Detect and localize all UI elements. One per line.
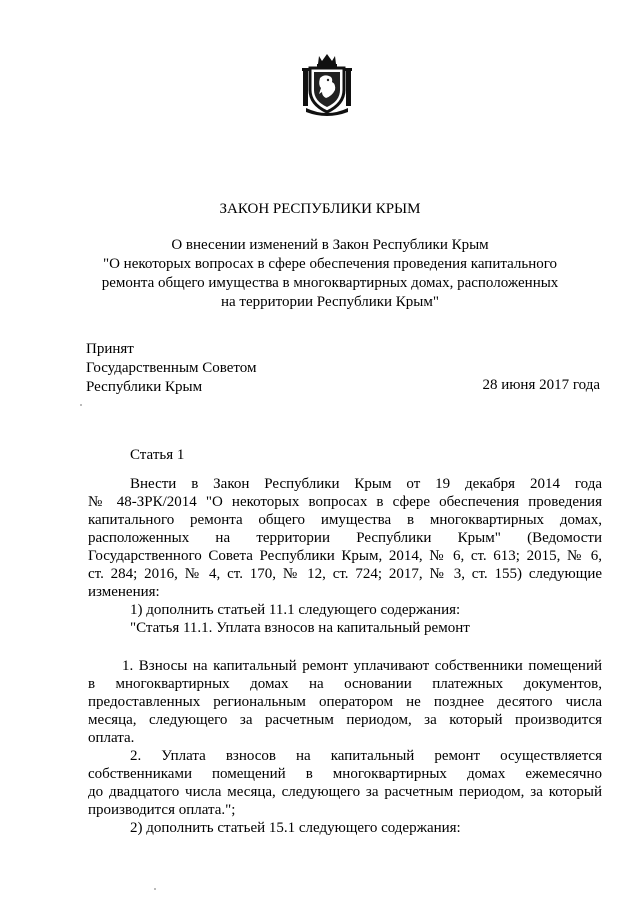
body-line: № 48-ЗРК/2014 "О некоторых вопросах в сфере обеспечения проведения <box>88 494 602 510</box>
subtitle-line: ремонта общего имущества в многоквартирных домах, расположенных <box>101 275 559 291</box>
body-line: производится оплата."; <box>88 802 236 818</box>
body-line: 1. Взносы на капитальный ремонт уплачивают собственники помещений <box>122 658 602 674</box>
article-heading: Статья 1 <box>130 447 185 463</box>
scan-speck <box>80 404 82 406</box>
coat-of-arms-icon <box>302 52 352 116</box>
subtitle-line: на территории Республики Крым" <box>220 294 440 310</box>
body-line: месяца, следующего за расчетным периодом, за который производится <box>88 712 602 728</box>
law-title: ЗАКОН РЕСПУБЛИКИ КРЫМ <box>219 201 421 217</box>
paragraph-gap <box>88 637 602 657</box>
subtitle-line: О внесении изменений в Закон Республики Крым <box>171 237 489 253</box>
adoption-date: 28 июня 2017 года <box>482 377 600 393</box>
article-body <box>88 475 602 837</box>
body-line: оплата. <box>88 730 135 746</box>
body-line: расположенных на территории Республики Крым" (Ведомости <box>88 530 602 546</box>
adoption-line: Республики Крым <box>86 379 203 395</box>
scan-speck <box>154 888 156 890</box>
body-line: 1) дополнить статьей 11.1 следующего содержания: <box>130 602 461 618</box>
subtitle-line: "О некоторых вопросах в сфере обеспечения проведения капитального <box>102 256 558 272</box>
body-line: предоставленных региональным оператором не позднее десятого числа <box>88 694 602 710</box>
adoption-line: Принят <box>86 341 134 357</box>
body-line: 2) дополнить статьей 15.1 следующего содержания: <box>130 820 461 836</box>
adoption-block <box>86 340 257 397</box>
law-subtitle <box>100 236 560 312</box>
body-line: "Статья 11.1. Уплата взносов на капитальный ремонт <box>130 620 470 636</box>
body-line: 2. Уплата взносов на капитальный ремонт осуществляется <box>130 748 602 764</box>
body-line: Внести в Закон Республики Крым от 19 декабря 2014 года <box>130 476 602 492</box>
body-line: в многоквартирных домах на основании платежных документов, <box>88 676 602 692</box>
body-line: Государственного Совета Республики Крым, 2014, № 6, ст. 613; 2015, № 6, <box>88 548 602 564</box>
body-line: капитального ремонта общего имущества в многоквартирных домах, <box>88 512 602 528</box>
body-line: ст. 284; 2016, № 4, ст. 170, № 12, ст. 724; 2017, № 3, ст. 155) следующие <box>88 566 602 582</box>
body-line: собственниками помещений в многоквартирных домах ежемесячно <box>88 766 602 782</box>
body-line: до двадцатого числа месяца, следующего за расчетным периодом, за который <box>88 784 602 800</box>
adoption-line: Государственным Советом <box>86 360 257 376</box>
body-line: изменения: <box>88 584 160 600</box>
